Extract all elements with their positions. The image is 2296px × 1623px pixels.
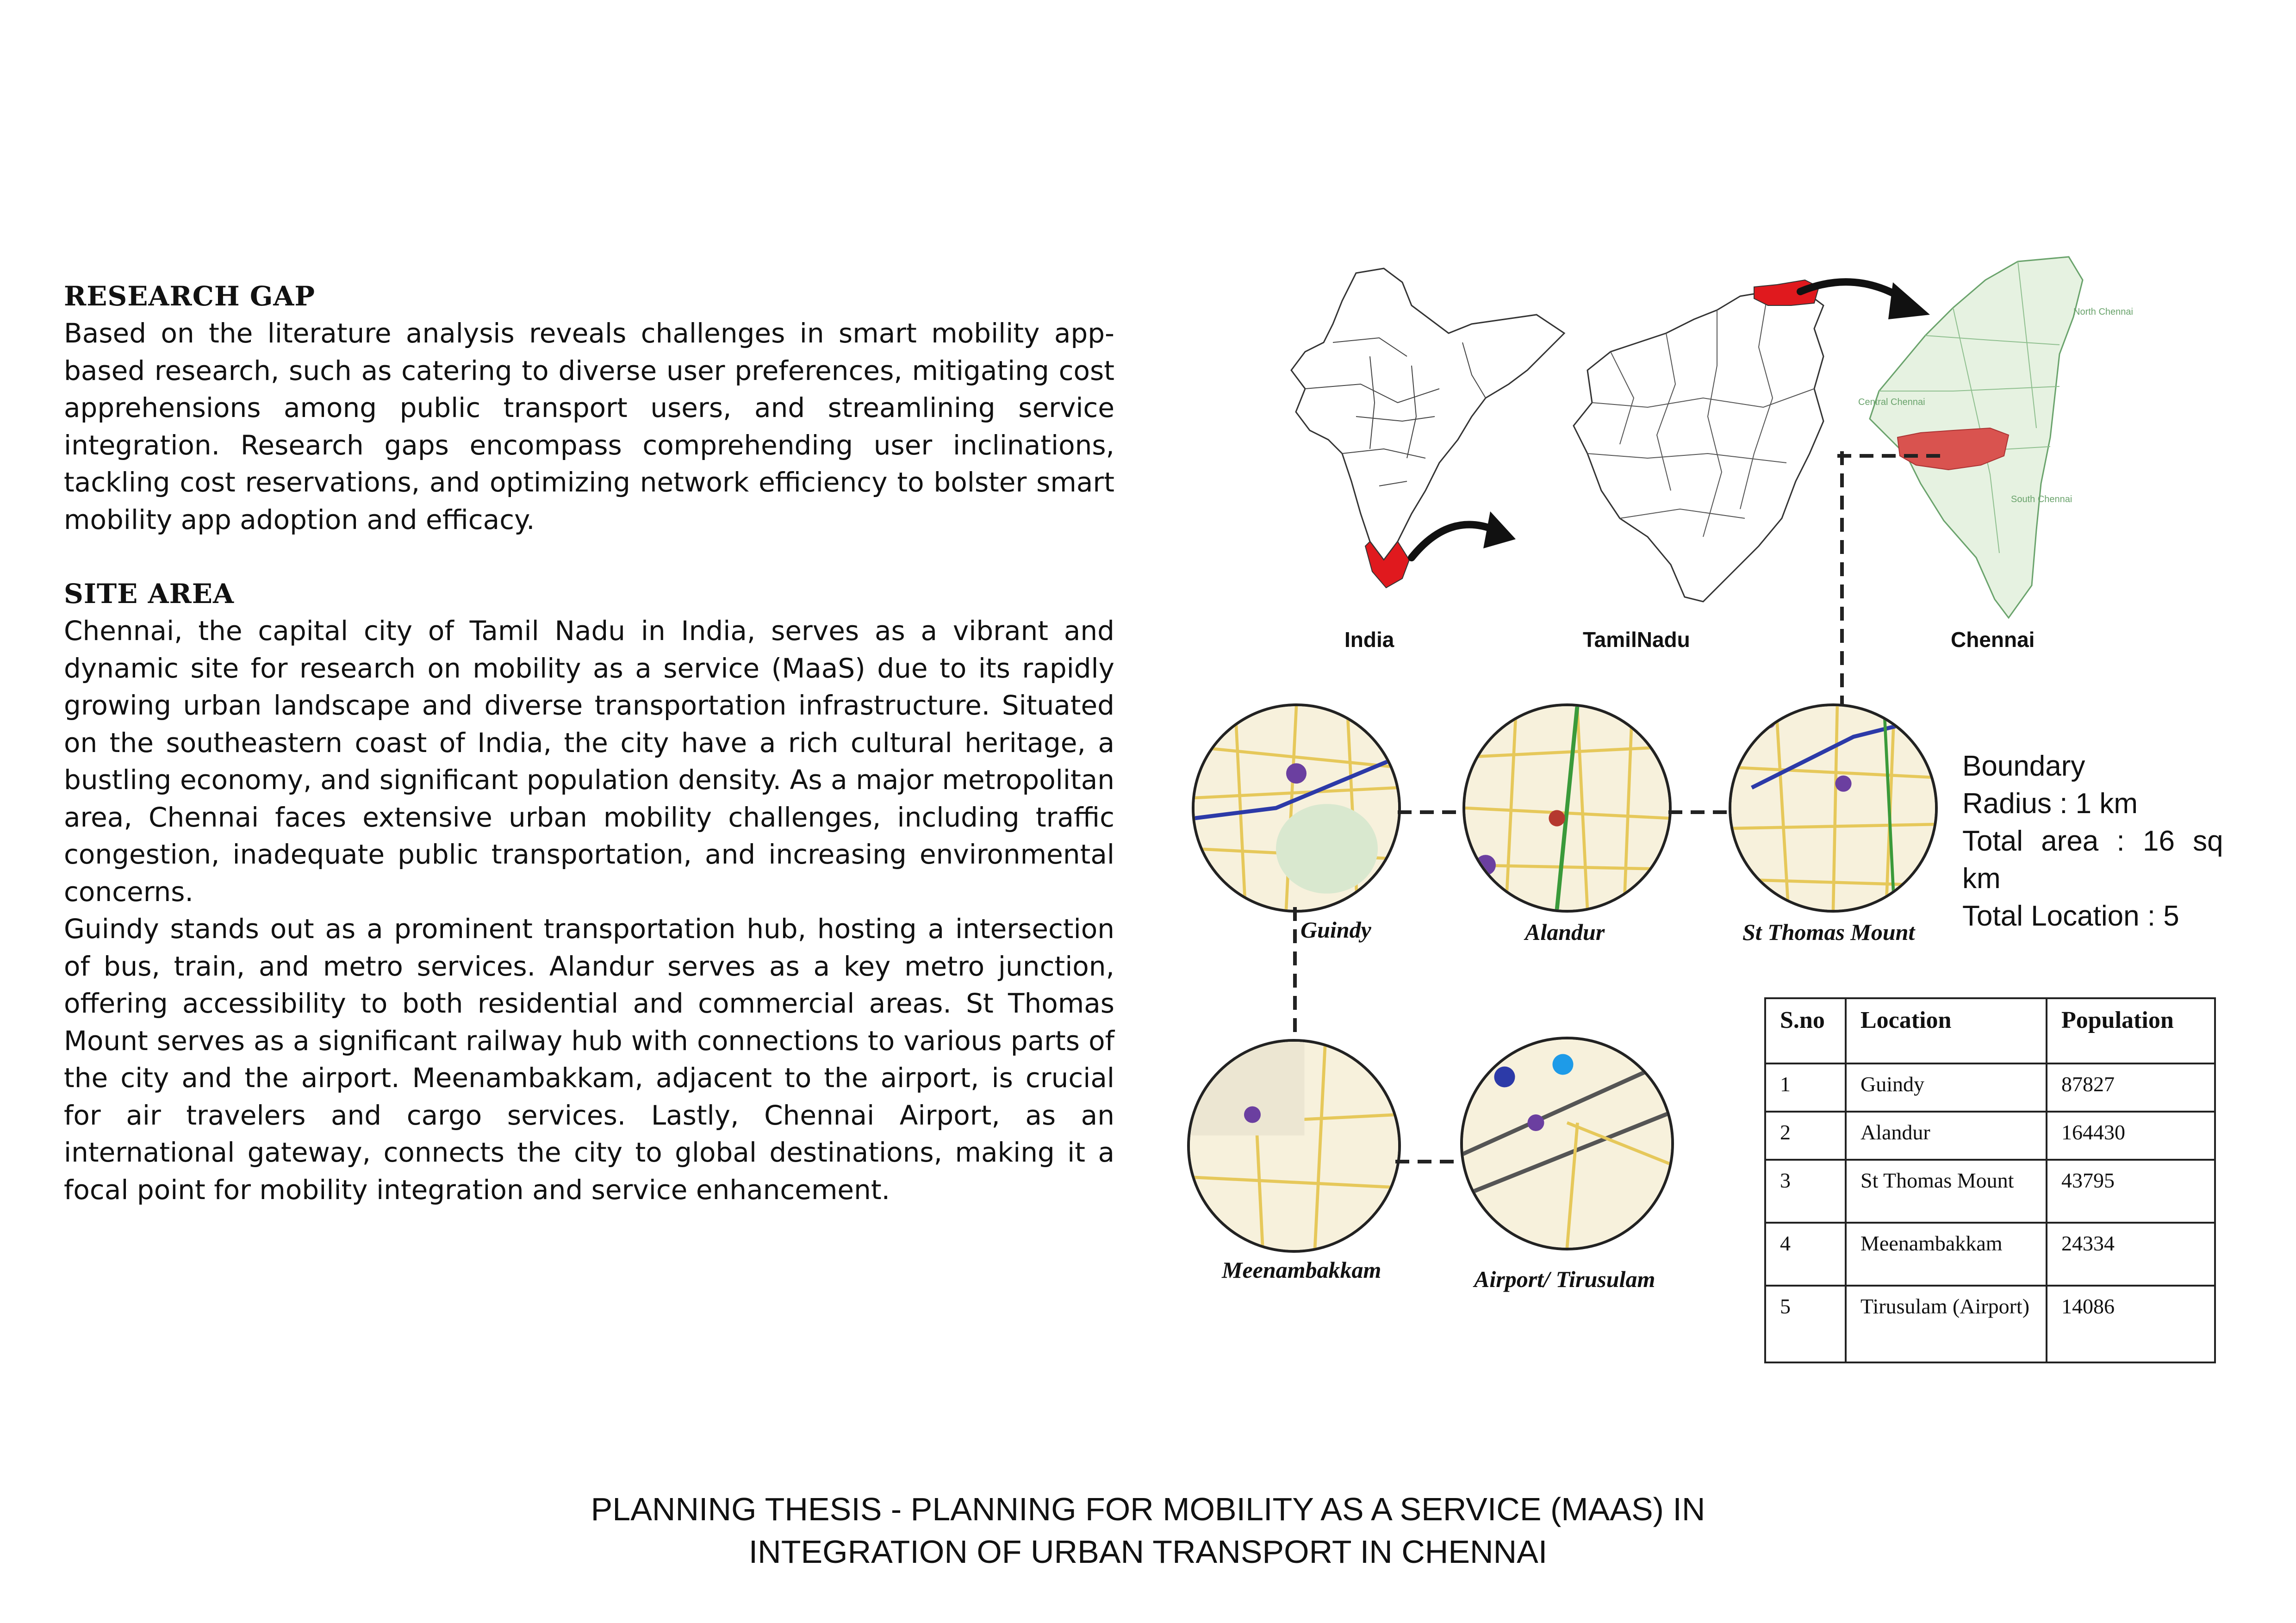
dashed-connector [1668,808,1729,817]
dashed-connector [1398,808,1462,817]
population-table [1764,997,2216,1363]
table-header-row [1765,998,2215,1063]
footer-line2: INTEGRATION OF URBAN TRANSPORT IN CHENNAI [748,1534,1548,1570]
text-column [64,278,1114,1208]
header-sno: S.no [1765,998,1846,1063]
dashed-connector [1290,907,1300,1039]
location-map-st-thomas-mount [1729,703,1938,913]
zone-north: North Chennai [2073,307,2133,317]
site-area-body-2: Guindy stands out as a prominent transportation hub, hosting a intersection of bus, train, and metro services. Alandur serves as a key metro junction, offering accessibility to both residential and commercial areas. St Thomas Mount serves as a significant railway hub with connections to various parts of the city and the airport. Meenambakkam, adjacent to the airport, is crucial for air travelers and cargo services. Lastly, Chennai Airport, as an international gateway, connects the city to global destinations, making it a focal point for mobility integration and service enhancement. [64,913,1114,1206]
cell-location: Alandur [1846,1112,2047,1160]
label-airport-tirusulam: Airport/ Tirusulam [1474,1266,1655,1292]
dashed-connector [1837,451,1847,706]
footer-line1: PLANNING THESIS - PLANNING FOR MOBILITY AS A SERVICE (MAAS) IN [591,1491,1705,1527]
cell-location: Meenambakkam [1846,1223,2047,1286]
chennai-map [1851,252,2138,632]
label-meenambakkam: Meenambakkam [1222,1257,1381,1283]
boundary-radius: Radius : 1 km [1962,788,2138,820]
cell-location: Guindy [1846,1063,2047,1112]
site-area-heading: SITE AREA [64,578,234,609]
research-gap-section [64,278,1114,538]
boundary-total-location: Total Location : 5 [1962,900,2179,932]
table-row [1765,1063,2215,1112]
boundary-area-line1: Total area : 16 sq [1962,825,2223,857]
label-guindy: Guindy [1300,917,1371,943]
table-row [1765,1223,2215,1286]
boundary-info [1962,747,2254,935]
chennai-label: Chennai [1951,628,2035,652]
dashed-connector [1837,451,2041,460]
india-label: India [1344,628,1394,652]
site-area-section [64,575,1114,1208]
footer-title [0,1488,2296,1573]
location-map-meenambakkam [1187,1039,1401,1253]
cell-location: Tirusulam (Airport) [1846,1286,2047,1362]
cell-population: 164430 [2047,1112,2215,1160]
research-gap-heading: RESEARCH GAP [64,280,316,312]
zone-south: South Chennai [2011,494,2072,504]
cell-location: St Thomas Mount [1846,1160,2047,1223]
location-map-airport-tirusulam [1460,1037,1674,1250]
boundary-area-line2: km [1962,863,2001,895]
table-row [1765,1112,2215,1160]
label-st-thomas-mount: St Thomas Mount [1742,919,1915,945]
cell-population: 24334 [2047,1223,2215,1286]
header-location: Location [1846,998,2047,1063]
boundary-title: Boundary [1962,750,2085,782]
table-row [1765,1160,2215,1223]
cell-sno: 1 [1765,1063,1846,1112]
research-gap-body: Based on the literature analysis reveals challenges in smart mobility app-based research, such as catering to diverse user preferences, mitigating cost apprehensions among public transport users, and streamlining service integration. Research gaps encompass comprehending user inclinations, tackling cost reservations, and optimizing network efficiency to bolster smart mobility app adoption and efficacy. [64,317,1114,535]
arrow-icon [1407,502,1518,572]
dashed-connector [1395,1157,1460,1166]
cell-population: 87827 [2047,1063,2215,1112]
header-population: Population [2047,998,2215,1063]
cell-sno: 3 [1765,1160,1846,1223]
cell-sno: 4 [1765,1223,1846,1286]
cell-sno: 2 [1765,1112,1846,1160]
cell-sno: 5 [1765,1286,1846,1362]
cell-population: 14086 [2047,1286,2215,1362]
site-area-body-1: Chennai, the capital city of Tamil Nadu in India, serves as a vibrant and dynamic site for research on mobility as a service (MaaS) due to its rapidly growing urban landscape and diverse transportation infrastructure. Situated on the southeastern coast of India, the city have a rich cultural heritage, a bustling economy, and significant population density. As a major metropolitan area, Chennai faces extensive urban mobility challenges, including traffic congestion, inadequate public transportation, and increasing environmental concerns. [64,615,1114,908]
zone-central: Central Chennai [1858,397,1925,407]
label-alandur: Alandur [1525,919,1605,945]
tamilnadu-label: TamilNadu [1583,628,1690,652]
location-map-guindy [1192,703,1401,913]
table-row [1765,1286,2215,1362]
cell-population: 43795 [2047,1160,2215,1223]
location-map-alandur [1462,703,1672,913]
